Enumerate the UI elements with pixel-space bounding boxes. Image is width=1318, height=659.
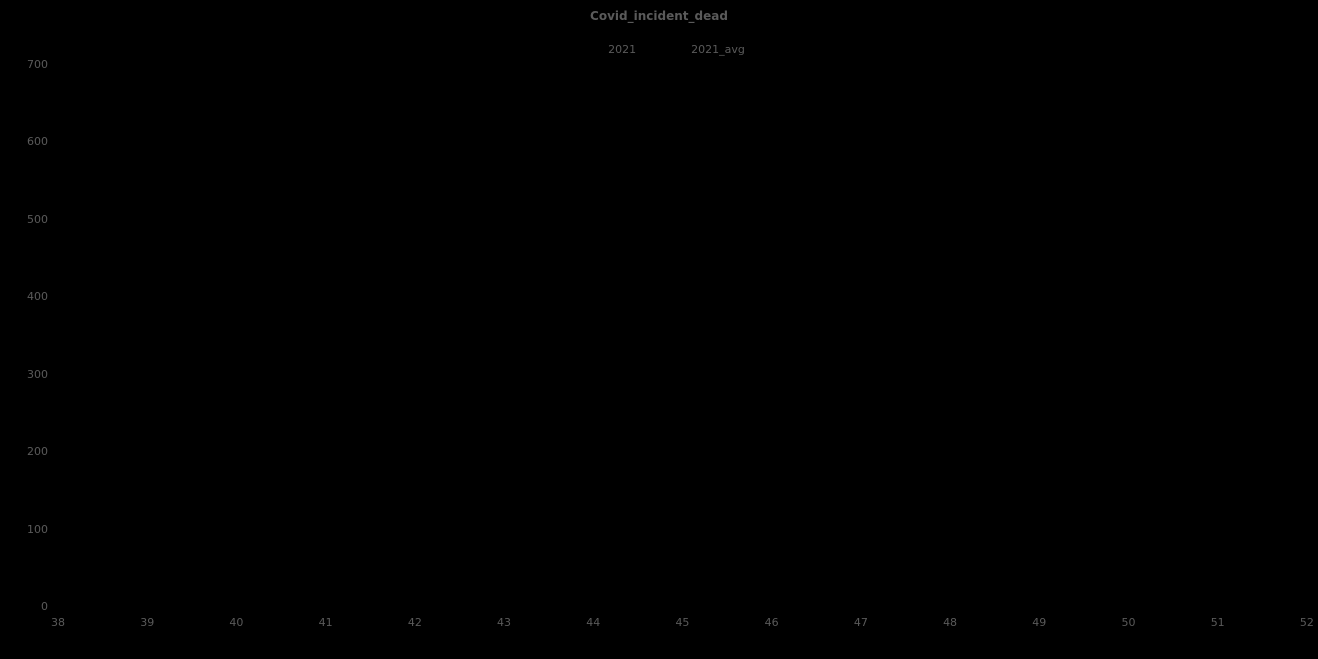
legend-label-2021-avg: 2021_avg (691, 42, 745, 56)
y-tick-label-700: 700 (27, 58, 48, 71)
x-tick-label-51: 51 (1210, 616, 1225, 629)
y-tick-label-100: 100 (27, 522, 48, 536)
x-tick-label-49: 49 (1032, 616, 1047, 629)
y-tick-label-400: 400 (27, 290, 48, 304)
x-tick-label-44: 44 (586, 616, 601, 629)
x-tick-label-39: 39 (140, 616, 155, 629)
y-tick-label-300: 300 (27, 367, 48, 381)
x-tick-label-46: 46 (764, 616, 779, 629)
y-tick-label-500: 500 (27, 212, 48, 226)
legend-item-2021-avg (656, 42, 745, 56)
x-tick-label-38: 38 (51, 616, 65, 629)
x-tick-label-47: 47 (853, 616, 868, 629)
x-tick-label-42: 42 (407, 616, 422, 629)
x-tick-label-45: 45 (675, 616, 690, 629)
chart-title: Covid_incident_dead (590, 9, 728, 23)
x-tick-label-52: 52 (1299, 616, 1314, 629)
legend (0, 42, 1318, 56)
x-tick-label-40: 40 (229, 616, 244, 629)
legend-label-2021: 2021 (608, 42, 637, 56)
x-tick-label-50: 50 (1121, 616, 1136, 629)
x-tick-label-43: 43 (497, 616, 512, 629)
y-tick-label-200: 200 (27, 445, 48, 459)
x-tick-label-48: 48 (943, 616, 958, 629)
y-tick-label-0: 0 (41, 600, 48, 613)
legend-item-2021 (573, 42, 636, 56)
x-tick-label-41: 41 (318, 616, 333, 629)
plot-area (58, 65, 1307, 607)
legend-line-icon (656, 48, 683, 50)
y-tick-label-600: 600 (27, 135, 48, 149)
legend-line-icon (573, 48, 600, 50)
